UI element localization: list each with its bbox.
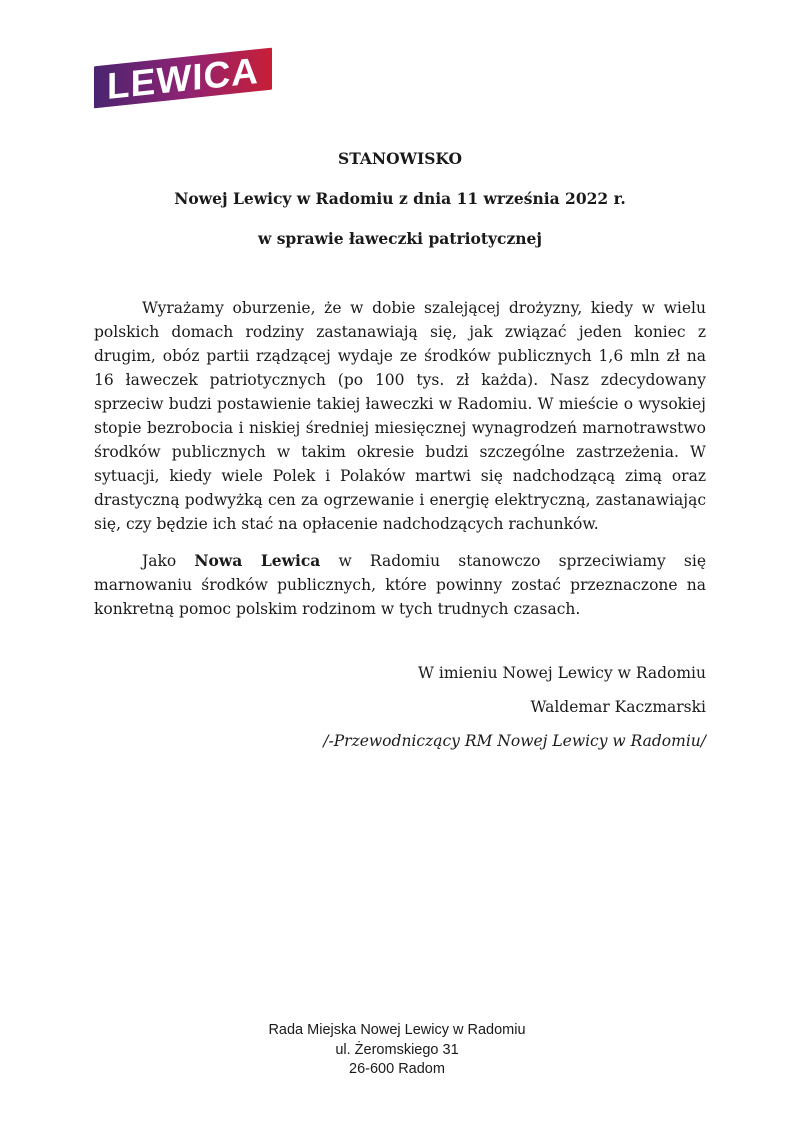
footer-city: 26-600 Radom bbox=[349, 1061, 445, 1077]
signature-title: /-Przewodniczący RM Nowej Lewicy w Radomiu/ bbox=[323, 732, 706, 750]
footer-street: ul. Żeromskiego 31 bbox=[335, 1041, 459, 1058]
signature-block bbox=[94, 656, 706, 758]
footer-address bbox=[0, 1021, 794, 1080]
document-body bbox=[94, 296, 706, 634]
signature-on-behalf: W imieniu Nowej Lewicy w Radomiu bbox=[418, 664, 706, 682]
document-subtitle-date: Nowej Lewicy w Radomiu z dnia 11 września 2022 r. bbox=[174, 189, 626, 208]
paragraph-2 bbox=[94, 549, 706, 621]
signature-name: Waldemar Kaczmarski bbox=[530, 698, 706, 716]
document-subtitle-subject: w sprawie ławeczki patriotycznej bbox=[257, 229, 543, 248]
lewica-logo-text: LEWICA bbox=[107, 49, 259, 107]
paragraph-1: Wyrażamy oburzenie, że w dobie szalejącej drożyzny, kiedy w wielu polskich domach rodziny zastanawiają się, jak związać jeden koniec z drugim, obóz partii rządzącej wydaje ze środków publicznych 1,6 mln zł na 16 ławeczek patriotycznych (po 100 tys. zł każda). Nasz zdecydowany sprzeciw budzi postawienie takiej ławeczki w Radomiu. W mieście o wysokiej stopie bezrobocia i niskiej średniej miesięcznej wynagrodzeń marnotrawstwo środków publicznych w takim okresie budzi szczególne zastrzeżenia. W sytuacji, kiedy wiele Polek i Polaków martwi się nadchodzącą zimą oraz drastyczną podwyżką cen za ogrzewanie i energię elektryczną, zastanawiając się, czy będzie ich stać na opłacenie nadchodzących rachunków. bbox=[94, 299, 706, 533]
document-title: STANOWISKO bbox=[338, 149, 462, 168]
document-header bbox=[94, 150, 706, 270]
paragraph-2-suffix: w Radomiu stanowczo sprzeciwiamy się marnowaniu środków publicznych, które powinny zostać przeznaczone na konkretną pomoc polskim rodzinom w tych trudnych czasach. bbox=[94, 552, 707, 618]
paragraph-2-bold-text: Nowa Lewica bbox=[194, 551, 321, 570]
lewica-logo bbox=[94, 48, 272, 109]
footer-organization: Rada Miejska Nowej Lewicy w Radomiu bbox=[268, 1022, 526, 1038]
paragraph-2-prefix: Jako bbox=[142, 552, 195, 570]
